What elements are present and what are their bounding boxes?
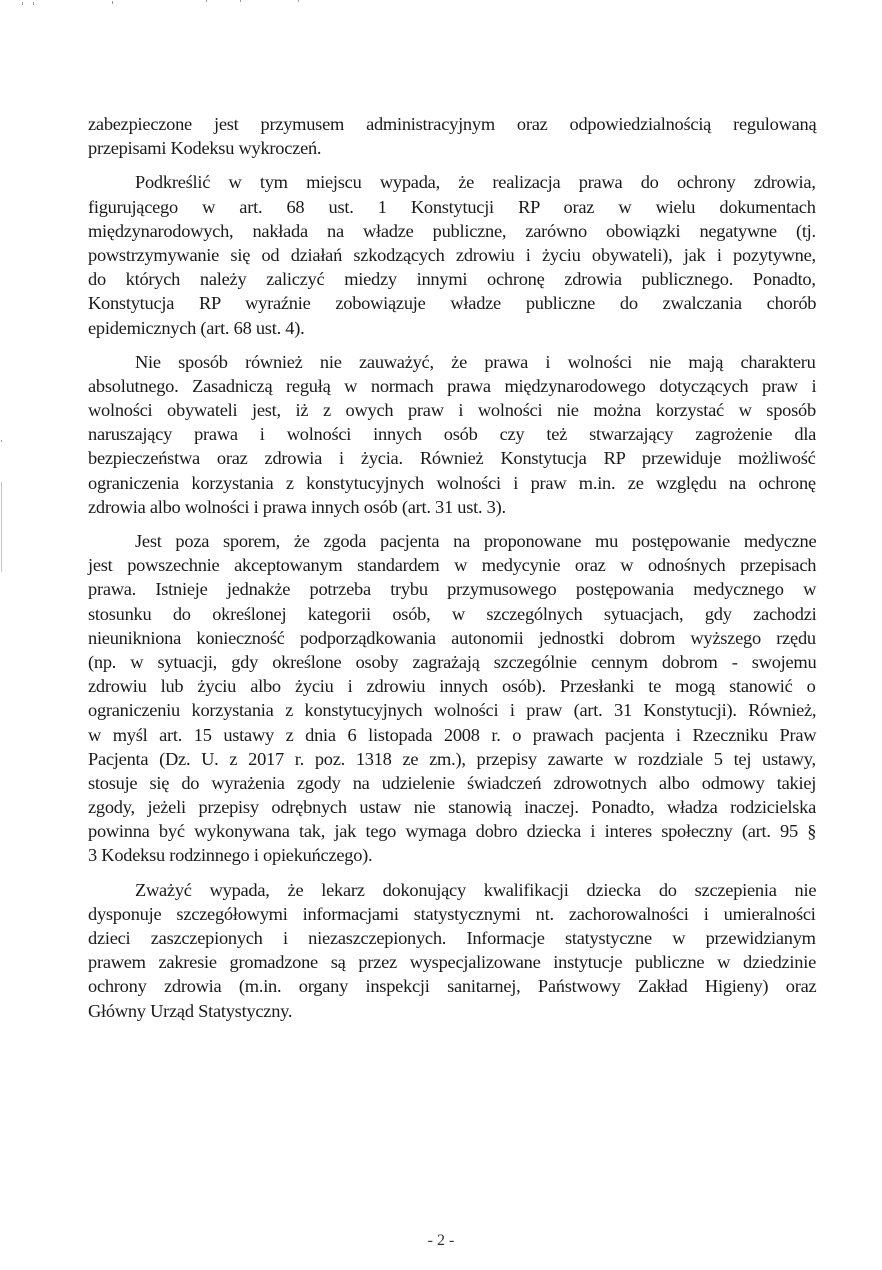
scan-artifact xyxy=(33,2,34,5)
text-line: Nie sposób również nie zauważyć, że prawa i wolności nie mają charakteru xyxy=(135,351,816,372)
text-line: Jest poza sporem, że zgoda pacjenta na proponowane mu postępowanie medyczne xyxy=(135,531,817,551)
paragraph-5 xyxy=(88,878,816,1023)
text-line: zdrowia albo wolności i prawa innych osób (art. 31 ust. 3). xyxy=(88,496,506,517)
text-line: absolutnego. Zasadniczą regułą w normach prawa międzynarodowego dotyczących praw i xyxy=(88,375,817,396)
text-line: figurującego w art. 68 ust. 1 Konstytucji RP oraz w wielu dokumentach xyxy=(88,196,816,217)
scan-artifact xyxy=(22,2,23,5)
scan-artifact xyxy=(206,0,207,2)
text-line: naruszający prawa i wolności innych osób czy też stwarzający zagrożenie dla xyxy=(88,424,817,445)
text-line: Zważyć wypada, że lekarz dokonujący kwalifikacji dziecka do szczepienia nie xyxy=(135,879,817,900)
text-line: stosunku do określonej kategorii osób, w szczególnych sytuacjach, gdy zachodzi xyxy=(88,603,817,624)
text-line: powstrzymywanie się od działań szkodzących zdrowiu i życiu obywateli), jak i pozytywne, xyxy=(88,244,816,265)
text-line: przepisami Kodeksu wykroczeń. xyxy=(88,138,322,159)
text-line: zgody, jeżeli przepisy odrębnych ustaw nie stanowią inaczej. Ponadto, władza rodzicielska xyxy=(88,797,817,818)
text-line: prawem zakresie gromadzone są przez wyspecjalizowane instytucje publiczne w dziedzinie xyxy=(88,952,817,973)
paragraph-2 xyxy=(88,170,816,339)
text-line: jest powszechnie akceptowanym standardem w medycynie oraz w odnośnych przepisach xyxy=(88,555,817,576)
text-line: zabezpieczone jest przymusem administracyjnym oraz odpowiedzialnością regulowaną xyxy=(88,114,817,134)
text-line: Główny Urząd Statystyczny. xyxy=(88,1000,293,1021)
scan-artifact xyxy=(112,1,113,4)
scan-artifact xyxy=(298,0,299,2)
paragraph-1 xyxy=(88,112,816,160)
text-line: ochrony zdrowia (m.in. organy inspekcji sanitarnej, Państwowy Zakład Higieny) oraz xyxy=(88,976,817,997)
text-line: dysponuje szczegółowymi informacjami statystycznymi nt. zachorowalności i umieralności xyxy=(88,903,816,924)
text-line: Pacjenta (Dz. U. z 2017 r. poz. 1318 ze zm.), przepisy zawarte w rozdziale 5 tej ustawy, xyxy=(88,748,816,769)
page-number: - 2 - xyxy=(427,1232,455,1249)
text-line: epidemicznych (art. 68 ust. 4). xyxy=(88,317,305,338)
body-text xyxy=(88,112,816,1033)
text-line: międzynarodowych, nakłada na władze publiczne, zarówno obowiązki negatywne (tj. xyxy=(88,220,816,241)
text-line: powinna być wykonywana tak, jak tego wymaga dobro dziecka i interes społeczny (art. 95 § xyxy=(88,821,817,842)
scan-artifact xyxy=(1,482,2,572)
text-line: stosuje się do wyrażenia zgody na udzielenie świadczeń zdrowotnych albo odmowy takiej xyxy=(88,772,817,793)
paragraph-3 xyxy=(88,350,816,519)
text-line: wolności obywateli jest, iż z owych praw i wolności nie można korzystać w sposób xyxy=(88,400,816,421)
text-line: nieunikniona konieczność podporządkowania autonomii jednostki dobrom wyższego rzędu xyxy=(88,627,816,648)
text-line: do których należy zaliczyć miedzy innymi ochronę zdrowia publicznego. Ponadto, xyxy=(88,269,816,290)
text-line: bezpieczeństwa oraz zdrowia i życia. Również Konstytucja RP przewiduje możliwość xyxy=(88,448,816,469)
text-line: ograniczeniu korzystania z konstytucyjnych wolności i praw (art. 31 Konstytucji). Również, xyxy=(88,700,817,721)
text-line: Podkreślić w tym miejscu wypada, że realizacja prawa do ochrony zdrowia, xyxy=(135,172,816,193)
text-line: 3 Kodeksu rodzinnego i opiekuńczego). xyxy=(88,845,373,866)
text-line: ograniczenia korzystania z konstytucyjnych wolności i praw m.in. ze względu na ochronę xyxy=(88,472,816,493)
text-line: zdrowiu lub życiu albo życiu i zdrowiu innych osób). Przesłanki te mogą stanowić o xyxy=(88,676,816,697)
paragraph-4 xyxy=(88,529,816,868)
scan-artifact xyxy=(1,440,2,442)
text-line: prawa. Istnieje jednakże potrzeba trybu przymusowego postępowania medycznego w xyxy=(88,579,817,600)
text-line: dzieci zaszczepionych i niezaszczepionych. Informacje statystyczne w przewidzianym xyxy=(88,928,816,948)
text-line: Konstytucja RP wyraźnie zobowiązuje władze publiczne do zwalczania chorób xyxy=(88,293,817,314)
text-line: (np. w sytuacji, gdy określone osoby zagrażają szczególnie cennym dobrom - swojemu xyxy=(88,651,817,672)
scan-artifact xyxy=(240,0,241,2)
text-line: w myśl art. 15 ustawy z dnia 6 listopada 2008 r. o prawach pacjenta i Rzeczniku Praw xyxy=(88,724,817,745)
